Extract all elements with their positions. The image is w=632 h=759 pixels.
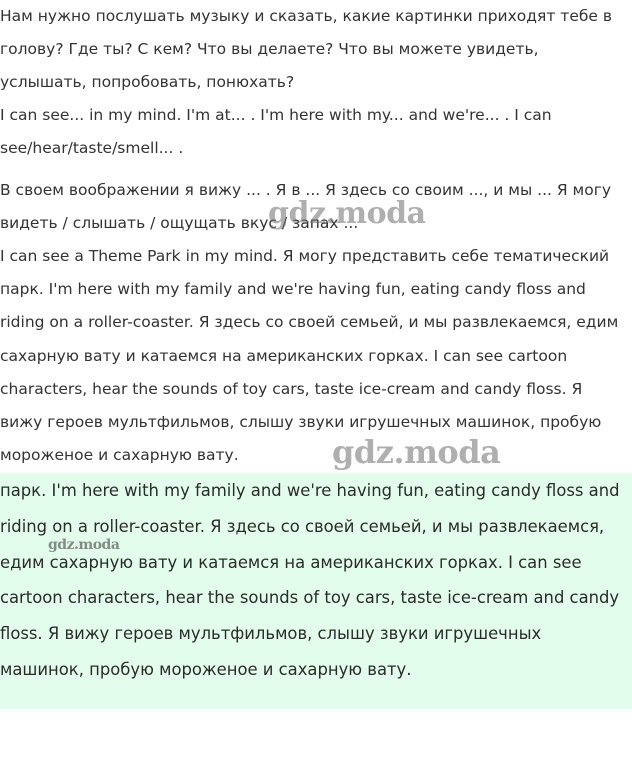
answer-template-en: I can see... in my mind. I'm at... . I'm here with my... and we're... . I can see/hear/taste/smell... . (0, 106, 552, 158)
highlighted-answer-text: парк. I'm here with my family and we're having fun, eating candy floss and riding on a roller-coaster. Я здесь со своей семьей, и мы развлекаемся, едим сахарную вату и катаемся на американских горках. I can see cartoon characters, hear the sounds of toy cars, taste ice-cream and candy floss. Я вижу героев мультфильмов, слышу звуки игрушечных машинок, пробую мороженое и сахарную вату. (0, 481, 620, 679)
watermark-logo: gdz.moda (332, 433, 501, 471)
answer-text: I can see a Theme Park in my mind. Я могу представить себе тематический парк. I'm here with my family and we're having fun, eating candy floss and riding on a roller-coaster. Я здесь со своей семьей, и мы развлекаемся, едим сахарную вату и катаемся на американских горках. I can see cartoon characters, hear the sounds of toy cars, taste ice-cream and candy floss. Я вижу героев мультфильмов, слышу звуки игрушечных машинок, пробую мороженое и сахарную вату. (0, 247, 619, 465)
watermark-logo: gdz.moda (268, 196, 426, 231)
watermark-logo: gdz.moda (48, 537, 120, 553)
highlighted-answer-block (0, 473, 632, 709)
task-instruction-ru: Нам нужно послушать музыку и сказать, какие картинки приходят тебе в голову? Где ты? С кем? Что вы делаете? Что вы можете увидеть, услышать, попробовать, понюхать? (0, 7, 613, 92)
answer-template-ru: В своем воображении я вижу ... . Я в ... Я здесь со своим ..., и мы ... Я могу видеть / слышать / ощущать вкус / запах ... (0, 181, 612, 233)
